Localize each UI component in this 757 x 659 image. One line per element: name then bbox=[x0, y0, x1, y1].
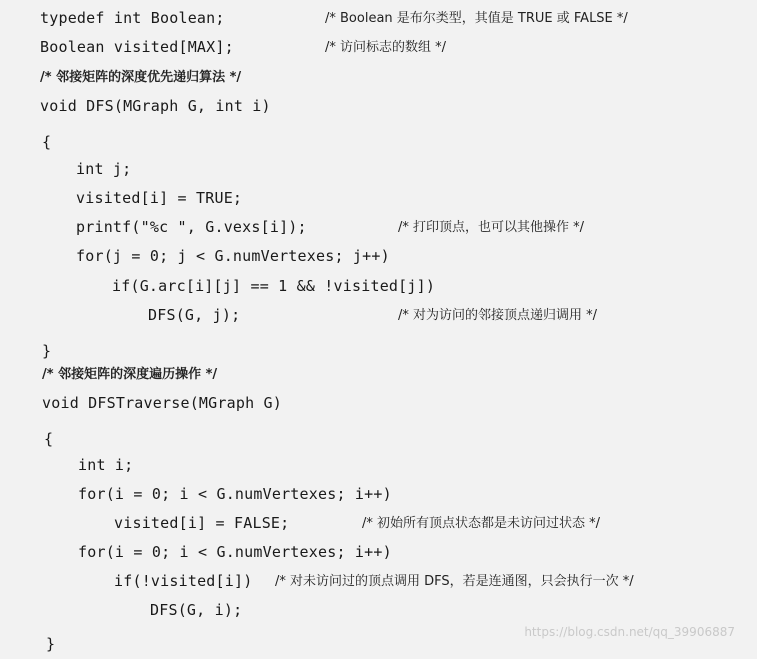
code-line-traverse-close-brace: } bbox=[46, 635, 56, 653]
code-line-for-j: for(j = 0; j < G.numVertexes; j++) bbox=[76, 247, 390, 265]
comment-boolean-type: /* Boolean 是布尔类型，其值是 TRUE 或 FALSE */ bbox=[325, 11, 628, 26]
code-line-if-arc: if(G.arc[i][j] == 1 && !visited[j]) bbox=[112, 277, 436, 295]
comment-init-unvisited: /* 初始所有顶点状态都是未访问过状态 */ bbox=[362, 516, 601, 531]
code-line-if-not-visited: if(!visited[i]) bbox=[114, 572, 253, 590]
code-line-printf: printf("%c ", G.vexs[i]); bbox=[76, 218, 307, 236]
code-line-traverse-open-brace: { bbox=[44, 430, 54, 448]
code-line-visited-false: visited[i] = FALSE; bbox=[114, 514, 290, 532]
watermark: https://blog.csdn.net/qq_39906887 bbox=[524, 624, 735, 639]
code-line-dfs-call-j: DFS(G, j); bbox=[148, 306, 241, 324]
code-line-dfs-signature: void DFS(MGraph G, int i) bbox=[40, 97, 271, 115]
code-line-visited-true: visited[i] = TRUE; bbox=[76, 189, 243, 207]
comment-dfs-recursive: /* 邻接矩阵的深度优先递归算法 */ bbox=[40, 70, 242, 85]
comment-print-vertex: /* 打印顶点，也可以其他操作 */ bbox=[398, 220, 585, 235]
code-line-typedef: typedef int Boolean; bbox=[40, 9, 225, 27]
code-line-for-i-traverse: for(i = 0; i < G.numVertexes; i++) bbox=[78, 543, 392, 561]
comment-recursive-call: /* 对为访问的邻接顶点递归调用 */ bbox=[398, 308, 598, 323]
code-line-dfs-close-brace: } bbox=[42, 342, 52, 360]
code-line-int-i: int i; bbox=[78, 456, 134, 474]
code-line-dfs-call-i: DFS(G, i); bbox=[150, 601, 243, 619]
comment-call-dfs-unvisited: /* 对未访问过的顶点调用 DFS，若是连通图，只会执行一次 */ bbox=[275, 574, 634, 589]
code-line-int-j: int j; bbox=[76, 160, 132, 178]
comment-visited-array: /* 访问标志的数组 */ bbox=[325, 40, 447, 55]
code-line-dfstraverse-signature: void DFSTraverse(MGraph G) bbox=[42, 394, 282, 412]
code-line-visited-array: Boolean visited[MAX]; bbox=[40, 38, 234, 56]
code-line-dfs-open-brace: { bbox=[42, 133, 52, 151]
comment-dfs-traverse: /* 邻接矩阵的深度遍历操作 */ bbox=[42, 367, 218, 382]
code-line-for-i-init: for(i = 0; i < G.numVertexes; i++) bbox=[78, 485, 392, 503]
